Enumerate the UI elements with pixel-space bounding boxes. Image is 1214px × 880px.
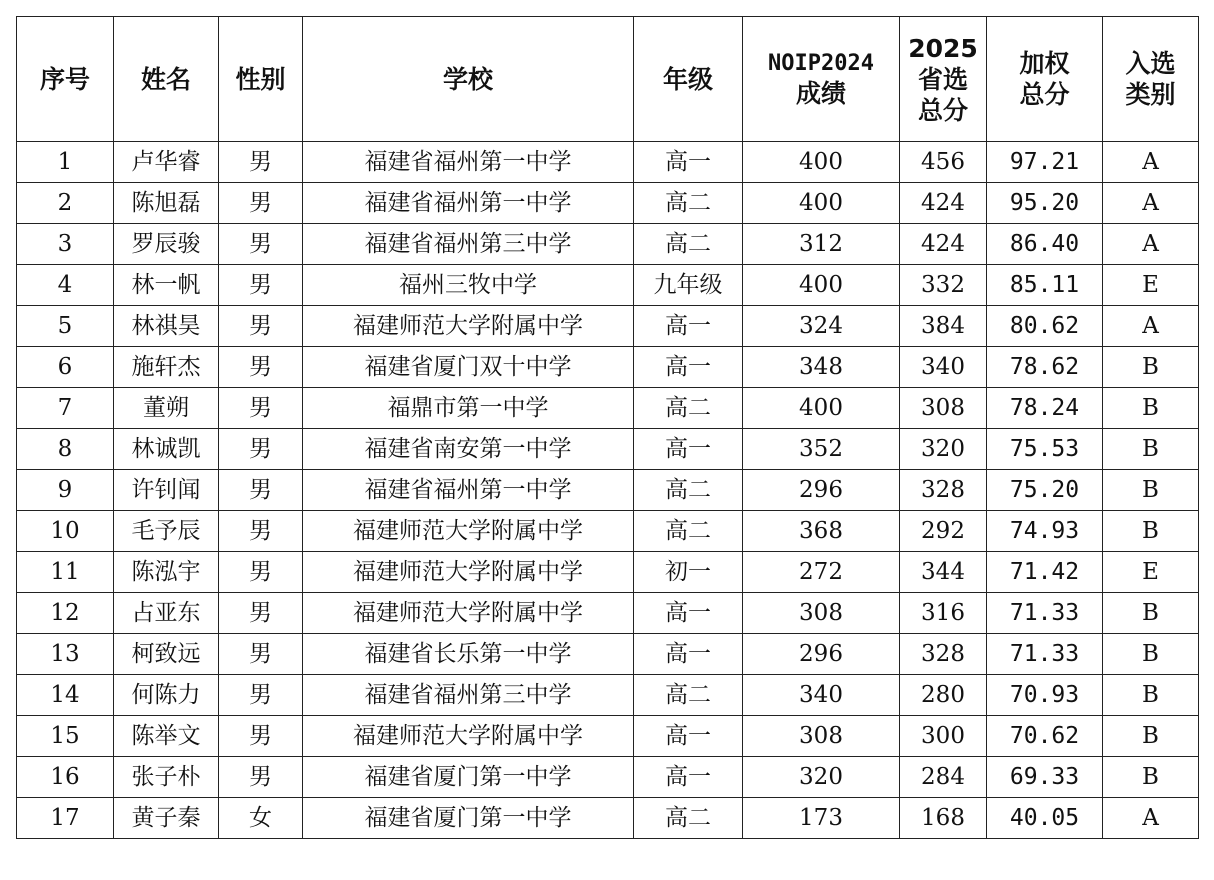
cell-gender: 男 <box>219 716 303 757</box>
header-prov-line1: 2025 <box>908 33 978 63</box>
cell-weighted-score: 85.11 <box>987 265 1103 306</box>
cell-grade: 高一 <box>634 634 743 675</box>
cell-weighted-score: 71.33 <box>987 634 1103 675</box>
header-noip-line1: NOIP2024 <box>768 51 874 76</box>
cell-category: A <box>1103 306 1199 347</box>
cell-school: 福建省福州第三中学 <box>303 675 634 716</box>
header-grade: 年级 <box>634 17 743 142</box>
cell-category: A <box>1103 798 1199 839</box>
cell-gender: 男 <box>219 675 303 716</box>
table-row <box>17 511 1199 552</box>
cell-gender: 男 <box>219 265 303 306</box>
cell-provincial-score: 384 <box>900 306 987 347</box>
cell-name: 陈旭磊 <box>114 183 219 224</box>
cell-index: 8 <box>17 429 114 470</box>
cell-name: 黄子秦 <box>114 798 219 839</box>
header-provincial-score <box>900 17 987 142</box>
cell-weighted-score: 75.20 <box>987 470 1103 511</box>
cell-school: 福建师范大学附属中学 <box>303 511 634 552</box>
cell-category: B <box>1103 347 1199 388</box>
cell-name: 陈泓宇 <box>114 552 219 593</box>
cell-noip-score: 400 <box>743 265 900 306</box>
table-row <box>17 183 1199 224</box>
table-row <box>17 429 1199 470</box>
cell-category: B <box>1103 429 1199 470</box>
cell-gender: 男 <box>219 470 303 511</box>
table-row <box>17 634 1199 675</box>
cell-grade: 高二 <box>634 675 743 716</box>
cell-grade: 初一 <box>634 552 743 593</box>
cell-gender: 女 <box>219 798 303 839</box>
table-row <box>17 757 1199 798</box>
cell-index: 9 <box>17 470 114 511</box>
cell-provincial-score: 332 <box>900 265 987 306</box>
cell-noip-score: 400 <box>743 388 900 429</box>
cell-gender: 男 <box>219 224 303 265</box>
header-category-line2: 类别 <box>1125 80 1176 109</box>
table-row <box>17 798 1199 839</box>
cell-provincial-score: 344 <box>900 552 987 593</box>
cell-category: B <box>1103 675 1199 716</box>
cell-category: A <box>1103 183 1199 224</box>
cell-category: E <box>1103 265 1199 306</box>
table-row <box>17 675 1199 716</box>
cell-name: 罗辰骏 <box>114 224 219 265</box>
cell-index: 10 <box>17 511 114 552</box>
cell-weighted-score: 80.62 <box>987 306 1103 347</box>
table-row <box>17 716 1199 757</box>
cell-name: 何陈力 <box>114 675 219 716</box>
table-row <box>17 142 1199 183</box>
cell-weighted-score: 75.53 <box>987 429 1103 470</box>
cell-noip-score: 348 <box>743 347 900 388</box>
cell-provincial-score: 284 <box>900 757 987 798</box>
cell-noip-score: 308 <box>743 716 900 757</box>
header-prov-line2: 省选 <box>917 64 968 94</box>
cell-weighted-score: 78.24 <box>987 388 1103 429</box>
selection-results-table <box>16 16 1199 839</box>
cell-school: 福鼎市第一中学 <box>303 388 634 429</box>
cell-school: 福建师范大学附属中学 <box>303 716 634 757</box>
cell-category: B <box>1103 716 1199 757</box>
cell-index: 5 <box>17 306 114 347</box>
cell-school: 福建省厦门双十中学 <box>303 347 634 388</box>
table-row <box>17 347 1199 388</box>
cell-school: 福建省厦门第一中学 <box>303 757 634 798</box>
cell-category: B <box>1103 757 1199 798</box>
cell-grade: 高一 <box>634 429 743 470</box>
cell-grade: 高二 <box>634 224 743 265</box>
cell-index: 3 <box>17 224 114 265</box>
cell-grade: 高一 <box>634 757 743 798</box>
cell-name: 林祺昊 <box>114 306 219 347</box>
cell-weighted-score: 71.33 <box>987 593 1103 634</box>
cell-provincial-score: 292 <box>900 511 987 552</box>
table-header <box>17 17 1199 142</box>
table-row <box>17 593 1199 634</box>
cell-school: 福建师范大学附属中学 <box>303 593 634 634</box>
cell-name: 张子朴 <box>114 757 219 798</box>
header-school: 学校 <box>303 17 634 142</box>
cell-grade: 九年级 <box>634 265 743 306</box>
header-noip-line2: 成绩 <box>795 79 846 108</box>
header-gender: 性别 <box>219 17 303 142</box>
cell-grade: 高一 <box>634 142 743 183</box>
cell-weighted-score: 69.33 <box>987 757 1103 798</box>
cell-gender: 男 <box>219 593 303 634</box>
cell-name: 董朔 <box>114 388 219 429</box>
cell-provincial-score: 328 <box>900 470 987 511</box>
cell-provincial-score: 340 <box>900 347 987 388</box>
cell-index: 17 <box>17 798 114 839</box>
table-row <box>17 470 1199 511</box>
cell-gender: 男 <box>219 634 303 675</box>
cell-index: 16 <box>17 757 114 798</box>
cell-grade: 高二 <box>634 470 743 511</box>
cell-grade: 高二 <box>634 183 743 224</box>
cell-gender: 男 <box>219 511 303 552</box>
cell-name: 柯致远 <box>114 634 219 675</box>
cell-provincial-score: 300 <box>900 716 987 757</box>
cell-weighted-score: 70.62 <box>987 716 1103 757</box>
cell-gender: 男 <box>219 142 303 183</box>
cell-category: A <box>1103 142 1199 183</box>
cell-school: 福建省南安第一中学 <box>303 429 634 470</box>
cell-category: B <box>1103 593 1199 634</box>
cell-noip-score: 352 <box>743 429 900 470</box>
cell-grade: 高一 <box>634 716 743 757</box>
cell-weighted-score: 86.40 <box>987 224 1103 265</box>
cell-school: 福建师范大学附属中学 <box>303 306 634 347</box>
cell-gender: 男 <box>219 306 303 347</box>
cell-noip-score: 340 <box>743 675 900 716</box>
cell-grade: 高二 <box>634 388 743 429</box>
cell-noip-score: 296 <box>743 470 900 511</box>
header-category <box>1103 17 1199 142</box>
cell-provincial-score: 316 <box>900 593 987 634</box>
cell-noip-score: 368 <box>743 511 900 552</box>
cell-gender: 男 <box>219 757 303 798</box>
cell-gender: 男 <box>219 347 303 388</box>
header-weighted-score <box>987 17 1103 142</box>
cell-index: 15 <box>17 716 114 757</box>
cell-name: 许钊闻 <box>114 470 219 511</box>
cell-noip-score: 272 <box>743 552 900 593</box>
cell-name: 林诚凯 <box>114 429 219 470</box>
header-index: 序号 <box>17 17 114 142</box>
cell-name: 毛予辰 <box>114 511 219 552</box>
table-row <box>17 306 1199 347</box>
cell-index: 6 <box>17 347 114 388</box>
cell-index: 12 <box>17 593 114 634</box>
cell-grade: 高一 <box>634 347 743 388</box>
cell-school: 福建省福州第三中学 <box>303 224 634 265</box>
cell-index: 2 <box>17 183 114 224</box>
cell-school: 福建师范大学附属中学 <box>303 552 634 593</box>
cell-name: 占亚东 <box>114 593 219 634</box>
cell-school: 福建省厦门第一中学 <box>303 798 634 839</box>
cell-noip-score: 296 <box>743 634 900 675</box>
cell-index: 11 <box>17 552 114 593</box>
cell-index: 7 <box>17 388 114 429</box>
cell-provincial-score: 456 <box>900 142 987 183</box>
cell-weighted-score: 95.20 <box>987 183 1103 224</box>
table-row <box>17 552 1199 593</box>
cell-provincial-score: 424 <box>900 224 987 265</box>
cell-index: 14 <box>17 675 114 716</box>
header-weighted-line2: 总分 <box>1019 80 1070 109</box>
cell-weighted-score: 40.05 <box>987 798 1103 839</box>
cell-grade: 高一 <box>634 306 743 347</box>
header-weighted-line1: 加权 <box>1019 49 1070 78</box>
cell-school: 福建省福州第一中学 <box>303 142 634 183</box>
header-name: 姓名 <box>114 17 219 142</box>
cell-index: 4 <box>17 265 114 306</box>
cell-category: B <box>1103 511 1199 552</box>
cell-gender: 男 <box>219 388 303 429</box>
cell-gender: 男 <box>219 429 303 470</box>
cell-noip-score: 173 <box>743 798 900 839</box>
cell-category: A <box>1103 224 1199 265</box>
cell-category: E <box>1103 552 1199 593</box>
cell-name: 施轩杰 <box>114 347 219 388</box>
cell-index: 13 <box>17 634 114 675</box>
cell-weighted-score: 74.93 <box>987 511 1103 552</box>
cell-provincial-score: 424 <box>900 183 987 224</box>
cell-grade: 高二 <box>634 798 743 839</box>
cell-noip-score: 308 <box>743 593 900 634</box>
cell-provincial-score: 308 <box>900 388 987 429</box>
cell-provincial-score: 168 <box>900 798 987 839</box>
cell-grade: 高二 <box>634 511 743 552</box>
cell-noip-score: 312 <box>743 224 900 265</box>
cell-weighted-score: 97.21 <box>987 142 1103 183</box>
cell-school: 福州三牧中学 <box>303 265 634 306</box>
cell-category: B <box>1103 388 1199 429</box>
table-row <box>17 265 1199 306</box>
table-row <box>17 224 1199 265</box>
cell-weighted-score: 70.93 <box>987 675 1103 716</box>
header-category-line1: 入选 <box>1125 49 1176 78</box>
cell-weighted-score: 71.42 <box>987 552 1103 593</box>
table-row <box>17 388 1199 429</box>
header-prov-line3: 总分 <box>917 95 968 125</box>
cell-gender: 男 <box>219 552 303 593</box>
cell-name: 卢华睿 <box>114 142 219 183</box>
cell-category: B <box>1103 634 1199 675</box>
table-body <box>17 142 1199 839</box>
cell-provincial-score: 280 <box>900 675 987 716</box>
header-noip-score <box>743 17 900 142</box>
cell-category: B <box>1103 470 1199 511</box>
cell-noip-score: 320 <box>743 757 900 798</box>
cell-weighted-score: 78.62 <box>987 347 1103 388</box>
header-row <box>17 17 1199 142</box>
cell-noip-score: 324 <box>743 306 900 347</box>
cell-name: 陈举文 <box>114 716 219 757</box>
cell-provincial-score: 320 <box>900 429 987 470</box>
cell-index: 1 <box>17 142 114 183</box>
cell-grade: 高一 <box>634 593 743 634</box>
cell-noip-score: 400 <box>743 142 900 183</box>
cell-school: 福建省福州第一中学 <box>303 183 634 224</box>
cell-school: 福建省长乐第一中学 <box>303 634 634 675</box>
cell-name: 林一帆 <box>114 265 219 306</box>
cell-provincial-score: 328 <box>900 634 987 675</box>
cell-school: 福建省福州第一中学 <box>303 470 634 511</box>
cell-noip-score: 400 <box>743 183 900 224</box>
cell-gender: 男 <box>219 183 303 224</box>
